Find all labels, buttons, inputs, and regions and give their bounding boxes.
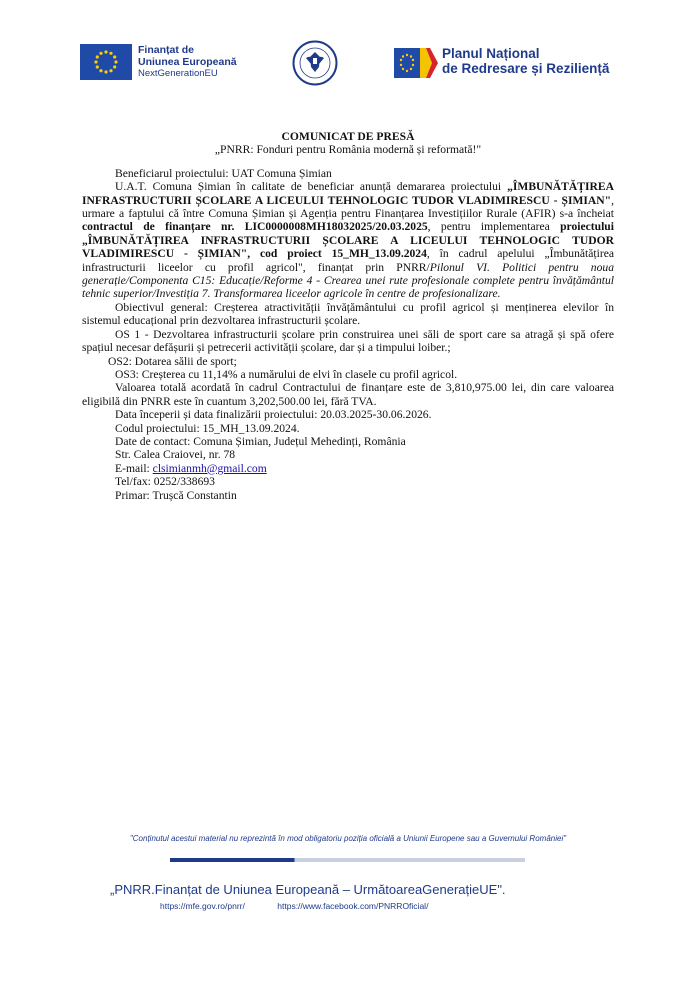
pnrr-logo-text [442,46,609,76]
email-link[interactable]: clsimianmh@gmail.com [152,461,267,475]
mayor-line: Primar: Trușcă Constantin [115,488,237,502]
page-subtitle: „PNRR: Fonduri pentru România modernă și reformată!" [214,143,482,157]
pnrr-flag-icon [394,48,438,78]
total-value: Valoarea totală acordată în cadrul Contractului de finanțare este de 3,810,975.00 lei, din care valoarea eligibilă din PNRR este în cuantum 3,202,500.00 lei, fără TVA. [82,381,614,408]
intro-part-g: , în cadrul apelului „Îmbunătățirea infrastructurii liceelor cu profil agricol", finanțat prin PNRR/ [82,247,614,274]
pnrr-line1: Planul Național [442,46,540,61]
phone-line: Tel/fax: 0252/338693 [115,475,215,489]
mfe-link[interactable]: https://mfe.gov.ro/pnrr/ [160,901,245,911]
email-line [82,462,614,475]
email-label: E-mail: [115,461,153,475]
intro-part-a: U.A.T. Comuna Șimian în calitate de beneficiar anunță demararea proiectului [115,180,508,194]
project-code-bold: proiectului „ÎMBUNĂTĂȚIREA INFRASTRUCTURII ȘCOLARE A LICEULUI TEHNOLOGIC TUDOR VLADIMIRESCU - ȘIMIAN", cod proiect 15_MH_13.09.2024 [82,220,614,261]
street-address: Str. Calea Craiovei, nr. 78 [115,448,236,462]
contract-number-bold: contractul de finanțare nr. LIC0000008MH18032025/20.03.2025 [82,220,428,234]
project-name-bold: „ÎMBUNĂTĂȚIREA INFRASTRUCTURII ȘCOLARE A LICEULUI TEHNOLOGIC TUDOR VLADIMIRESCU - ȘIMIAN" [82,180,614,207]
facebook-link[interactable]: https://www.facebook.com/PNRROficial/ [277,901,429,911]
footer-slogan: „PNRR.Finanțat de Uniunea Europeană – UrmătoareaGenerațieUE". [110,882,506,897]
logo-row [80,40,620,90]
footer-links [160,901,428,911]
pillar-italic: Pilonul VI. Politici pentru noua generație/Componenta C15: Educație/Reforme 4 - Crearea unei rute profesionale complete pentru învățământul tehnic superior/Investiția 7. Transformarea liceelor agricole în centre de profesionalizare. [82,260,614,301]
contact-info: Date de contact: Comuna Șimian, Județul Mehedinți, România [115,434,406,448]
eu-logo-line1: Finanțat de [138,44,195,56]
eu-logo-text [138,44,237,80]
footer-divider [170,858,525,862]
specific-objective-3: OS3: Creșterea cu 11,14% a numărului de elvi în clasele cu profil agricol. [115,367,458,381]
government-seal-icon [292,40,338,86]
pnrr-line2: de Redresare și Reziliență [442,61,610,76]
eu-flag-icon [80,44,132,80]
beneficiary-line: Beneficiarul proiectului: UAT Comuna Șimian [115,166,332,180]
intro-part-c: , urmare a faptului că între Comuna Șimian și Agenția pentru Finanțarea Investițiilor Rurale (AFIR) s-a încheiat [82,193,614,221]
disclaimer: "Conținutul acestui material nu reprezintă în mod obligatoriu poziția oficială a Uniunii Europene sau a Guvernului României" [129,834,567,843]
eu-stars-icon [80,44,132,80]
page-title: COMUNICAT DE PRESĂ [281,130,415,143]
eu-logo-line3: NextGenerationEU [138,68,218,79]
press-release [82,130,614,502]
project-code: Codul proiectului: 15_MH_13.09.2024. [115,421,300,435]
specific-objective-2: OS2: Dotarea sălii de sport; [108,354,237,368]
intro-paragraph [82,180,614,301]
eu-logo-line2: Uniunea Europeană [138,56,237,68]
specific-objective-1: OS 1 - Dezvoltarea infrastructurii școlare prin construirea unei săli de sport care sa atragă și spă ofere spațiul necesar defășurii și petrecerii activității școlare, dar și a timpului loiber.; [82,327,614,355]
project-dates: Data începerii și data finalizării proiectului: 20.03.2025-30.06.2026. [115,408,432,422]
intro-part-e: , pentru implementarea [427,220,561,234]
general-objective: Obiectivul general: Creșterea atractivității învățământului cu profil agricol și menținerea elevilor în sistemul educațional prin dezvoltarea infrastructurii școlare. [82,300,614,328]
